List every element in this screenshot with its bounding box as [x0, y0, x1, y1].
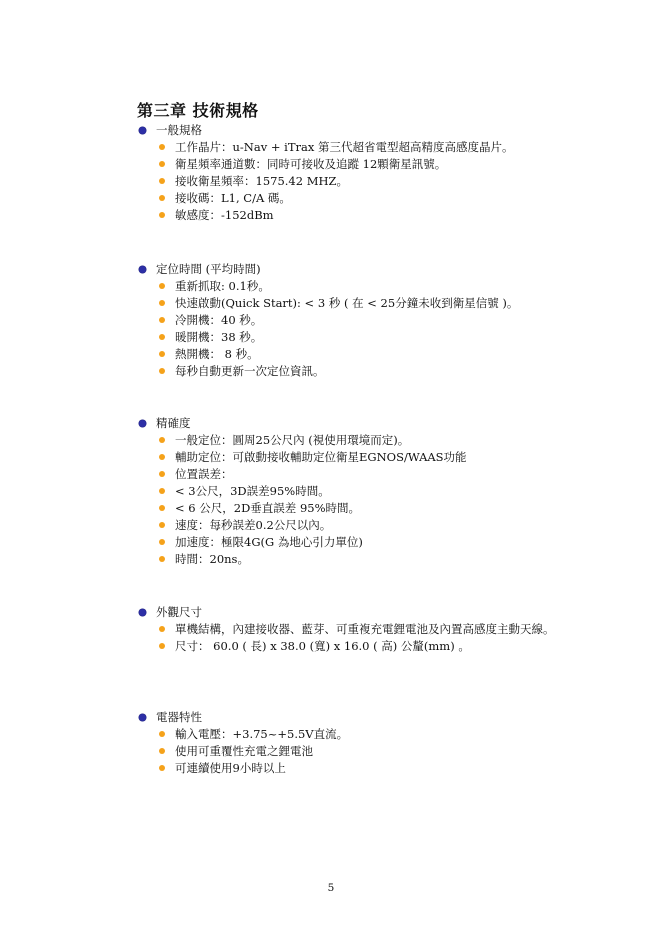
bullet-icon [159, 643, 165, 649]
bullet-icon [159, 300, 165, 306]
list-item: < 3公尺，3D誤差95%時間。 [159, 483, 467, 500]
bullet-icon [159, 368, 165, 374]
list-item: 工作晶片：u-Nav + iTrax 第三代超省電型超高精度高感度晶片。 [159, 139, 514, 156]
list-item: 使用可重覆性充電之鋰電池 [159, 743, 348, 760]
list-item: 速度：每秒誤差0.2公尺以內。 [159, 517, 467, 534]
bullet-icon [159, 334, 165, 340]
list-item: 每秒自動更新一次定位資訊。 [159, 363, 518, 380]
list-item: 輔助定位：可啟動接收輔助定位衛星EGNOS/WAAS功能 [159, 449, 467, 466]
bullet-icon [159, 522, 165, 528]
section-heading: 電器特性 [156, 710, 202, 724]
section-bullet-icon [139, 266, 146, 273]
bullet-icon [159, 488, 165, 494]
list-item: 衛星頻率通道數：同時可接收及追蹤 12顆衛星訊號。 [159, 156, 514, 173]
bullet-icon [159, 144, 165, 150]
section-bullet-icon [139, 714, 146, 721]
list-item: 輸入電壓：+3.75~+5.5V直流。 [159, 726, 348, 743]
section-general-specs [139, 121, 514, 224]
chapter-title: 第三章 技術規格 [137, 101, 259, 120]
section-bullet-icon [139, 420, 146, 427]
section-accuracy [139, 414, 467, 568]
bullet-icon [159, 505, 165, 511]
bullet-icon [159, 626, 165, 632]
list-item: 加速度：極限4G(G 為地心引力單位) [159, 534, 467, 551]
section-bullet-icon [139, 609, 146, 616]
list-item: 時間：20ns。 [159, 551, 467, 568]
bullet-icon [159, 437, 165, 443]
list-item: 快速啟動(Quick Start): < 3 秒 ( 在 < 25分鐘未收到衛星信號 )。 [159, 295, 518, 312]
list-item: 可連續使用9小時以上 [159, 760, 348, 777]
bullet-icon [159, 471, 165, 477]
section-heading: 外觀尺寸 [156, 605, 202, 619]
section-dimensions [139, 603, 605, 655]
section-heading: 一般規格 [156, 123, 202, 137]
bullet-icon [159, 765, 165, 771]
list-item: 敏感度：-152dBm [159, 207, 514, 224]
bullet-icon [159, 556, 165, 562]
bullet-icon [159, 731, 165, 737]
bullet-icon [159, 317, 165, 323]
section-electrical [139, 708, 348, 777]
list-item: 一般定位：圓周25公尺內 (視使用環境而定)。 [159, 432, 467, 449]
section-heading: 精確度 [156, 416, 191, 430]
list-item: 接收碼：L1, C/A 碼。 [159, 190, 514, 207]
bullet-icon [159, 748, 165, 754]
section-heading: 定位時間 (平均時間) [156, 262, 261, 276]
bullet-icon [159, 212, 165, 218]
bullet-icon [159, 283, 165, 289]
section-bullet-icon [139, 127, 146, 134]
list-item: 單機結構，內建接收器、藍芽、可重複充電鋰電池及內置高感度主動天線。 [159, 621, 605, 638]
bullet-icon [159, 178, 165, 184]
bullet-icon [159, 161, 165, 167]
section-fix-time [139, 260, 518, 380]
list-item: 位置誤差： [159, 466, 467, 483]
list-item: 尺寸： 60.0 ( 長) x 38.0 (寬) x 16.0 ( 高) 公釐(mm) 。 [159, 638, 605, 655]
page-number: 5 [327, 882, 335, 894]
list-item: 冷開機：40 秒。 [159, 312, 518, 329]
list-item: < 6 公尺，2D垂直誤差 95%時間。 [159, 500, 467, 517]
bullet-icon [159, 539, 165, 545]
list-item: 暖開機：38 秒。 [159, 329, 518, 346]
bullet-icon [159, 454, 165, 460]
bullet-icon [159, 351, 165, 357]
list-item: 熱開機： 8 秒。 [159, 346, 518, 363]
bullet-icon [159, 195, 165, 201]
list-item: 重新抓取: 0.1秒。 [159, 278, 518, 295]
list-item: 接收衛星頻率：1575.42 MHZ。 [159, 173, 514, 190]
